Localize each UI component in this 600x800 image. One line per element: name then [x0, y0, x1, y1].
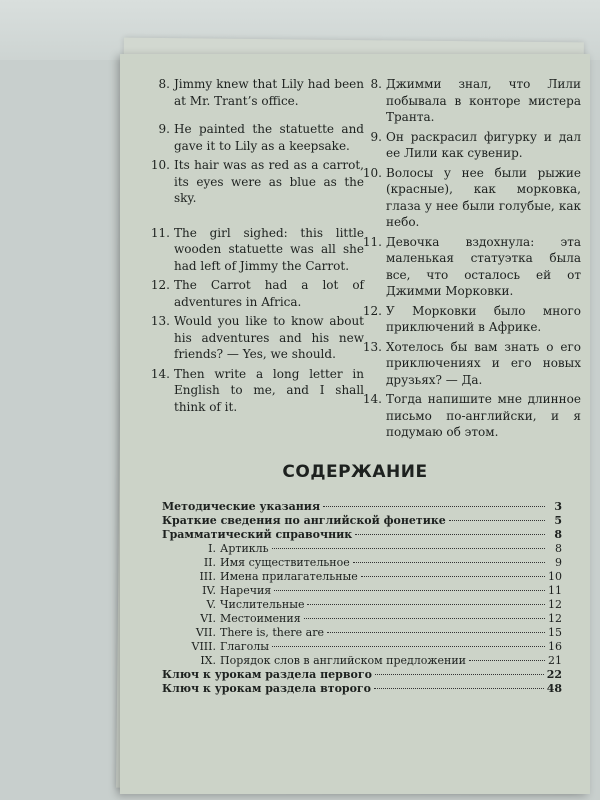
toc-entry — [162, 500, 562, 514]
toc-entry — [162, 598, 562, 612]
sentence-number: 14. — [150, 366, 170, 381]
toc-entry — [162, 514, 562, 528]
toc-entry-label: Артикль — [220, 542, 269, 555]
toc-entry — [162, 668, 562, 682]
toc-dot-leader — [375, 674, 544, 675]
sentence-text: Тогда напишите мне длинное письмо по-английски, и я подумаю об этом. — [386, 392, 581, 439]
toc-dot-leader — [272, 548, 545, 549]
toc-entry-page: 21 — [548, 654, 562, 667]
toc-entry-page: 3 — [554, 500, 562, 513]
sentence-item — [366, 129, 581, 162]
toc-entry — [162, 654, 562, 668]
toc-dot-leader — [307, 604, 545, 605]
sentence-number: 13. — [150, 314, 170, 328]
toc-entry — [162, 542, 562, 556]
sentence-item — [362, 391, 581, 441]
toc-entry-numeral: IV. — [202, 584, 216, 597]
toc-entry-label: Имена прилагательные — [220, 570, 358, 583]
toc-entry-page: 12 — [548, 598, 562, 611]
sentence-text: The girl sighed: this little wooden statuette was all she had left of Jimmy the Carrot. — [174, 225, 364, 273]
toc-entry — [162, 682, 562, 696]
toc-entry-label: Местоимения — [220, 612, 301, 625]
toc-dot-leader — [272, 646, 545, 647]
sentence-item — [150, 157, 364, 207]
sentence-item — [362, 165, 581, 231]
sentence-item — [150, 366, 364, 416]
toc-entry-page: 10 — [548, 570, 562, 583]
toc-heading: СОДЕРЖАНИЕ — [282, 462, 428, 482]
toc-entry-page: 8 — [554, 528, 562, 541]
sentence-text: He painted the statuette and gave it to Lily as a keepsake. — [174, 122, 364, 153]
sentence-text: Джимми знал, что Лили побывала в конторе мистера Транта. — [386, 77, 581, 124]
toc-entry-numeral: V. — [206, 598, 216, 611]
toc-entry-page: 8 — [555, 542, 562, 555]
sentence-number: 12. — [362, 303, 382, 318]
toc-entry-numeral: III. — [199, 570, 216, 583]
sentence-number: 8. — [370, 77, 382, 91]
sentence-number: 11. — [150, 225, 170, 240]
toc-dot-leader — [327, 632, 545, 633]
sentence-text: The Carrot had a lot of adventures in Africa. — [174, 278, 364, 309]
toc-entry-page: 12 — [548, 612, 562, 625]
toc-entry — [162, 584, 562, 598]
toc-dot-leader — [274, 590, 545, 591]
sentence-text: Then write a long letter in English to me, and I shall think of it. — [174, 366, 364, 414]
sentence-text: Хотелось бы вам знать о его приключениях и его новых друзьях? — Да. — [386, 339, 581, 387]
toc-dot-leader — [361, 576, 545, 577]
toc-entry-numeral: VI. — [200, 612, 216, 625]
sentence-number: 10. — [150, 158, 170, 172]
sentence-text: Он раскрасил фигурку и дал ее Лили как сувенир. — [386, 129, 581, 160]
toc-entry — [162, 528, 562, 542]
toc-entry-label: Имя существительное — [220, 556, 350, 569]
toc-entry-label: Ключ к урокам раздела первого — [162, 668, 372, 681]
sentence-text: Its hair was as red as a carrot, its eyes were as blue as the sky. — [174, 158, 364, 205]
sentence-item — [150, 313, 364, 363]
sentence-number: 8. — [158, 77, 170, 91]
sentence-number: 14. — [362, 392, 382, 406]
toc-entry-label: Ключ к урокам раздела второго — [162, 682, 372, 695]
sentence-item — [154, 121, 364, 154]
table-of-contents — [162, 500, 562, 696]
sentence-item — [150, 277, 364, 310]
toc-entry-numeral: VII. — [195, 626, 216, 639]
sentence-number: 10. — [362, 165, 382, 180]
sentence-number: 9. — [158, 122, 170, 136]
sentence-number: 13. — [362, 339, 382, 354]
toc-entry-numeral: II. — [203, 556, 216, 569]
toc-entry-page: 5 — [554, 514, 562, 527]
toc-entry-page: 11 — [548, 584, 562, 597]
toc-entry — [162, 570, 562, 584]
sentence-text: Волосы у нее были рыжие (красные), как морковка, глаза у нее были голубые, как небо. — [386, 165, 581, 229]
toc-entry — [162, 612, 562, 626]
toc-entry — [162, 556, 562, 570]
toc-entry-numeral: I. — [208, 542, 216, 555]
sentence-number: 12. — [150, 278, 170, 292]
toc-entry-label: Методические указания — [162, 500, 321, 513]
sentence-number: 9. — [370, 129, 382, 144]
toc-entry-label: There is, there are — [220, 626, 324, 639]
toc-entry-label: Наречия — [220, 584, 272, 597]
toc-entry-numeral: VIII. — [191, 640, 216, 653]
toc-entry-numeral: IX. — [200, 654, 216, 667]
russian-column — [362, 76, 581, 444]
toc-entry-page: 9 — [555, 556, 562, 569]
sentence-text: У Морковки было много приключений в Африке. — [386, 303, 581, 334]
sentence-text: Девочка вздохнула: эта маленькая статуэтка была все, что осталось ей от Джимми Морковки. — [386, 234, 581, 298]
toc-dot-leader — [353, 562, 545, 563]
toc-dot-leader — [304, 618, 545, 619]
toc-entry-page: 15 — [548, 626, 562, 639]
sentence-item — [362, 303, 581, 336]
sentence-item — [366, 76, 581, 126]
sentence-item — [362, 339, 581, 389]
toc-entry-page: 16 — [548, 640, 562, 653]
sentence-item — [150, 225, 364, 275]
sentence-item — [154, 76, 364, 109]
book-page — [120, 54, 590, 794]
toc-dot-leader — [449, 520, 545, 521]
toc-entry-page: 48 — [546, 682, 562, 695]
toc-entry-label: Глаголы — [220, 640, 269, 653]
sentence-number: 11. — [362, 234, 382, 249]
toc-entry — [162, 640, 562, 654]
sentence-text: Jimmy knew that Lily had been at Mr. Trant’s office. — [174, 77, 364, 108]
toc-entry-label: Грамматический справочник — [162, 528, 353, 541]
toc-dot-leader — [469, 660, 545, 661]
english-column — [150, 76, 364, 418]
toc-entry-label: Числительные — [220, 598, 305, 611]
toc-entry — [162, 626, 562, 640]
sentence-text: Would you like to know about his adventures and his new friends? — Yes, we should. — [174, 314, 364, 361]
toc-entry-label: Порядок слов в английском предложении — [220, 654, 467, 667]
toc-dot-leader — [374, 688, 544, 689]
toc-dot-leader — [355, 534, 545, 535]
sentence-item — [362, 234, 581, 300]
toc-dot-leader — [323, 506, 545, 507]
toc-entry-page: 22 — [546, 668, 562, 681]
toc-entry-label: Краткие сведения по английской фонетике — [162, 514, 446, 527]
